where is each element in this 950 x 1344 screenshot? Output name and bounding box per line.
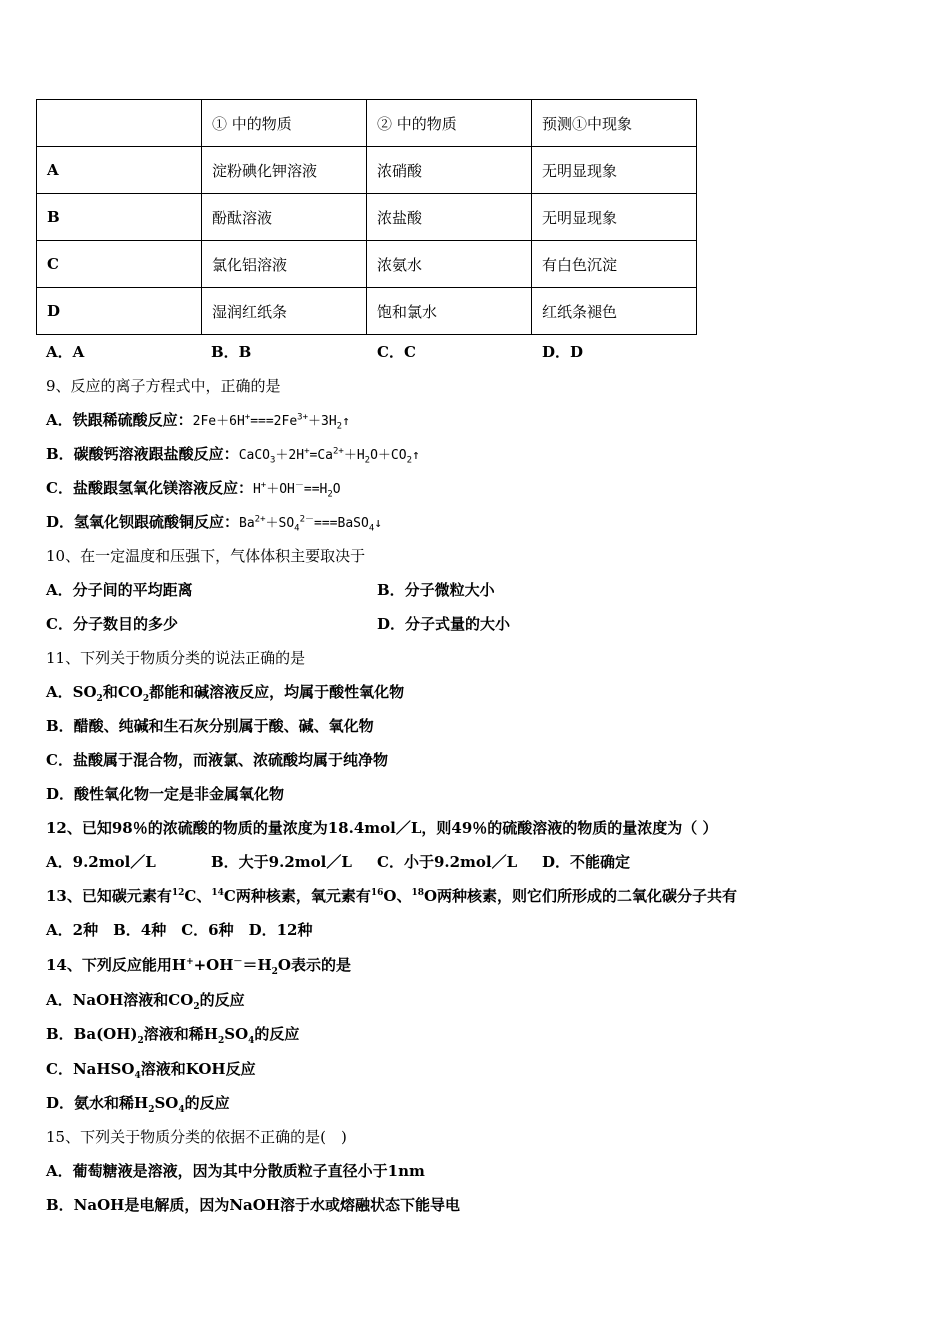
option-b[interactable]: B．$Ba(OH)_2$溶液和稀$H_2SO_4$的反应 — [46, 1025, 300, 1046]
table-cell: ① 中的物质 — [201, 100, 366, 147]
table-header-row — [37, 100, 697, 147]
table-cell: 有白色沉淀 — [531, 241, 696, 288]
option-d[interactable]: D．不能确定 — [542, 853, 631, 871]
option-d[interactable]: D．分子式量的大小 — [377, 615, 511, 633]
option-c[interactable]: C．盐酸跟氢氧化镁溶液反应：$H^++OH^-==H_2O$ — [46, 479, 341, 500]
question-stem: 14、下列反应能用$H^++OH^-=H_2O$表示的是 — [46, 956, 351, 977]
option-d[interactable]: D．氨水和稀$H_2SO_4$的反应 — [46, 1094, 230, 1115]
table-cell: 预测①中现象 — [531, 100, 696, 147]
option-b[interactable]: B．醋酸、纯碱和生石灰分别属于酸、碱、氧化物 — [46, 717, 374, 735]
option-group[interactable]: A．2种 B．4种 C．6种 D．12种 — [46, 921, 313, 939]
table-row — [37, 194, 697, 241]
option-c[interactable]: C．盐酸属于混合物，而液氯、浓硫酸均属于纯净物 — [46, 751, 388, 769]
option-label: A．铁跟稀硫酸反应： — [46, 411, 193, 429]
option-a[interactable]: A．分子间的平均距离 — [46, 581, 193, 599]
option-label: C．盐酸跟氢氧化镁溶液反应： — [46, 479, 253, 497]
question-stem: 15、下列关于物质分类的依据不正确的是( ) — [46, 1128, 347, 1146]
table-row — [37, 147, 697, 194]
question-stem: 12、已知98％的浓硫酸的物质的量浓度为18.4mol／L，则49％的硫酸溶液的物质的量浓度为（ ） — [46, 819, 718, 837]
option-label: B．碳酸钙溶液跟盐酸反应： — [46, 445, 239, 463]
table-cell: 浓氨水 — [366, 241, 531, 288]
table-cell: 酚酞溶液 — [201, 194, 366, 241]
question-stem: 13、已知碳元素有$^{12}$C、$^{14}$C两种核素，氧元素有$^{16}$O、$^{18}$O两种核素，则它们所形成的二氧化碳分子共有 — [46, 887, 738, 905]
table-cell: 浓硝酸 — [366, 147, 531, 194]
option-b[interactable]: B．碳酸钙溶液跟盐酸反应：$CaCO_3+2H^+=Ca^{2+}+H_2O+CO_2↑$ — [46, 445, 420, 466]
option-c[interactable]: C．C — [377, 343, 416, 361]
table-cell: 无明显现象 — [531, 147, 696, 194]
option-b[interactable]: B．B — [211, 343, 252, 361]
experiment-table — [36, 99, 697, 335]
option-a[interactable]: A．葡萄糖液是溶液，因为其中分散质粒子直径小于1nm — [46, 1162, 425, 1180]
option-d[interactable]: D．D — [542, 343, 584, 361]
option-b[interactable]: B．大于9.2mol／L — [211, 853, 352, 871]
option-c[interactable]: C．分子数目的多少 — [46, 615, 178, 633]
table-row — [37, 288, 697, 335]
option-a[interactable]: A．9.2mol／L — [46, 853, 156, 871]
question-stem: 9、反应的离子方程式中，正确的是 — [46, 377, 281, 395]
table-cell: 氯化铝溶液 — [201, 241, 366, 288]
table-row — [37, 241, 697, 288]
table-cell: 红纸条褪色 — [531, 288, 696, 335]
table-cell: D — [37, 288, 202, 335]
table-cell: A — [37, 147, 202, 194]
option-b[interactable]: B．NaOH是电解质，因为NaOH溶于水或熔融状态下能导电 — [46, 1196, 461, 1214]
table-cell: 浓盐酸 — [366, 194, 531, 241]
option-b[interactable]: B．分子微粒大小 — [377, 581, 495, 599]
table-cell — [37, 100, 202, 147]
option-d[interactable]: D．酸性氧化物一定是非金属氧化物 — [46, 785, 285, 803]
table-cell: ② 中的物质 — [366, 100, 531, 147]
option-label: D．氢氧化钡跟硫酸铜反应： — [46, 513, 240, 531]
option-c[interactable]: C．小于9.2mol／L — [377, 853, 518, 871]
option-d[interactable]: D．氢氧化钡跟硫酸铜反应：$Ba^{2+}+SO_4^{2-}===BaSO_4↓$ — [46, 513, 383, 534]
option-a[interactable]: A．A — [46, 343, 85, 361]
question-stem: 10、在一定温度和压强下，气体体积主要取决于 — [46, 547, 366, 565]
option-a[interactable]: A．$SO_2$和$CO_2$都能和碱溶液反应，均属于酸性氧化物 — [46, 683, 405, 704]
table-cell: C — [37, 241, 202, 288]
table-cell: 湿润红纸条 — [201, 288, 366, 335]
table-cell: 无明显现象 — [531, 194, 696, 241]
question-stem: 11、下列关于物质分类的说法正确的是 — [46, 649, 306, 667]
option-a[interactable]: A．铁跟稀硫酸反应：$2Fe+6H^+===2Fe^{3+}+3H_2↑$ — [46, 411, 350, 432]
option-c[interactable]: C．NaHSO$_4$溶液和KOH反应 — [46, 1060, 256, 1081]
table-cell: B — [37, 194, 202, 241]
table-cell: 淀粉碘化钾溶液 — [201, 147, 366, 194]
table-cell: 饱和氯水 — [366, 288, 531, 335]
option-a[interactable]: A．NaOH溶液和$CO_2$的反应 — [46, 991, 245, 1012]
